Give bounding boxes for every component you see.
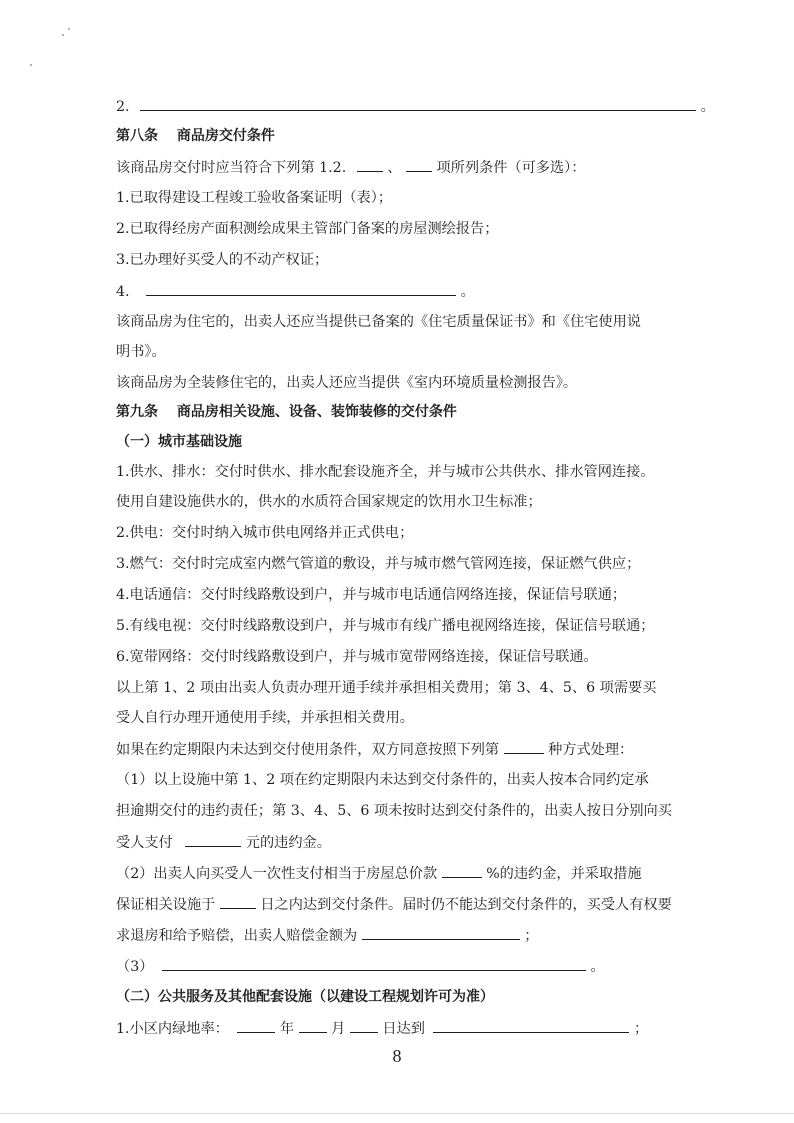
- scan-speck: [30, 64, 32, 66]
- option-3-label: （3）: [116, 959, 154, 975]
- scan-speck: [62, 34, 64, 36]
- scan-speck: [68, 28, 70, 30]
- condition-4-blank[interactable]: [146, 280, 456, 296]
- year-label: 年: [279, 1021, 295, 1037]
- day-blank[interactable]: [350, 1017, 378, 1033]
- penalty-percent-blank[interactable]: [442, 862, 482, 878]
- failure-clause: [116, 738, 714, 761]
- fee-note-line-2: 受人自行办理开通使用手续，并承担相关费用。: [116, 710, 414, 726]
- gas-item: 3.燃气：交付时完成室内燃气管道的敷设，并与城市燃气管网连接，保证燃气供应；: [116, 556, 641, 572]
- option-3-line: [116, 955, 714, 978]
- item-2-line: [116, 95, 714, 118]
- condition-4-end: 。: [460, 284, 475, 300]
- residential-note-line-2: 明书》。: [116, 344, 166, 360]
- article-9-heading: 第九条 商品房相关设施、设备、装饰装修的交付条件: [116, 404, 457, 420]
- condition-blank-2[interactable]: [406, 156, 432, 172]
- water-supply-line-1: 1.供水、排水：交付时供水、排水配套设施齐全，并与城市公共供水、排水管网连接。: [116, 464, 655, 480]
- broadband-item: 6.宽带网络：交付时线路敷设到户，并与城市宽带网络连接，保证信号联通。: [116, 649, 598, 665]
- option-1-line-3: [116, 831, 714, 854]
- option-2-line-2: [116, 893, 714, 916]
- water-supply-line-2: 使用自建设施供水的，供水的水质符合国家规定的饮用水卫生标准；: [116, 494, 542, 510]
- month-label: 月: [331, 1021, 346, 1037]
- option-2-text-b: %的违约金，并采取措施: [486, 866, 642, 882]
- option-1-text-a: 受人支付: [116, 835, 173, 851]
- intro-text-b: 项所列条件（可多选）：: [436, 160, 586, 176]
- option-1-line-2: 担逾期交付的违约责任；第 3、4、5、6 项未按时达到交付条件的，出卖人按日分别向买: [116, 803, 672, 819]
- option-2-text-d: 日之内达到交付条件。届时仍不能达到交付条件的，买受人有权要: [260, 897, 672, 913]
- section-2-heading: （二）公共服务及其他配套设施（以建设工程规划许可为准）: [116, 989, 494, 1005]
- option-1-line-1: （1）以上设施中第 1、2 项在约定期限内未达到交付条件的，出卖人按本合同约定承: [116, 772, 649, 788]
- condition-2: 2.已取得经房产面积测绘成果主管部门备案的房屋测绘报告；: [116, 221, 499, 237]
- option-1-text-b: 元的违约金。: [245, 835, 331, 851]
- scan-edge-line: [0, 1113, 794, 1114]
- intro-text-a: 该商品房交付时应当符合下列第 1.2.: [116, 160, 347, 176]
- page-number: 8: [392, 1046, 402, 1066]
- option-2-line-3: [116, 924, 714, 947]
- fee-note-line-1: 以上第 1、2 项由出卖人负责办理开通手续并承担相关费用；第 3、4、5、6 项需要买: [116, 680, 657, 696]
- option-2-line-1: [116, 862, 714, 885]
- option-2-text-e: 求退房和给予赔偿，出卖人赔偿金额为: [116, 928, 358, 944]
- option-2-end: ；: [524, 928, 539, 944]
- condition-3: 3.已办理好买受人的不动产权证；: [116, 252, 329, 268]
- day-label: 日达到: [382, 1021, 425, 1037]
- condition-4-number: 4.: [116, 284, 130, 300]
- daily-penalty-blank[interactable]: [185, 831, 241, 847]
- green-rate-line: [116, 1017, 714, 1040]
- green-rate-end: ；: [633, 1021, 649, 1037]
- failure-text-a: 如果在约定期限内未达到交付使用条件，双方同意按照下列第: [116, 742, 500, 758]
- condition-blank-1[interactable]: [357, 156, 383, 172]
- green-rate-blank[interactable]: [433, 1017, 629, 1033]
- option-3-end: 。: [590, 959, 605, 975]
- article-8-heading: 第八条 商品房交付条件: [116, 128, 275, 144]
- decorated-note: 该商品房为全装修住宅的，出卖人还应当提供《室内环境质量检测报告》。: [116, 375, 578, 391]
- method-blank[interactable]: [504, 738, 544, 754]
- year-blank[interactable]: [237, 1017, 275, 1033]
- item-2-end: 。: [700, 99, 715, 115]
- intro-separator: 、: [387, 160, 402, 176]
- option-2-text-c: 保证相关设施于: [116, 897, 216, 913]
- condition-1: 1.已取得建设工程竣工验收备案证明（表）；: [116, 190, 393, 206]
- option-3-blank[interactable]: [162, 955, 586, 971]
- failure-text-b: 种方式处理：: [548, 742, 634, 758]
- section-1-heading: （一）城市基础设施: [116, 434, 242, 450]
- cable-tv-item: 5.有线电视：交付时线路敷设到户，并与城市有线广播电视网络连接，保证信号联通；: [116, 618, 655, 634]
- residential-note-line-1: 该商品房为住宅的，出卖人还应当提供已备案的《住宅质量保证书》和《住宅使用说: [116, 314, 641, 330]
- option-2-text-a: （2）出卖人向买受人一次性支付相当于房屋总价款: [116, 866, 438, 882]
- item-2-blank[interactable]: [140, 95, 696, 111]
- electricity-item: 2.供电：交付时纳入城市供电网络并正式供电；: [116, 525, 414, 541]
- compensation-amount-blank[interactable]: [362, 924, 520, 940]
- condition-4: [116, 280, 714, 303]
- telephone-item: 4.电话通信：交付时线路敷设到户，并与城市电话通信网络连接，保证信号联通；: [116, 587, 627, 603]
- item-2-number: 2.: [116, 99, 130, 115]
- days-blank[interactable]: [220, 893, 256, 909]
- month-blank[interactable]: [299, 1017, 327, 1033]
- article-8-intro: [116, 156, 714, 179]
- green-rate-label: 1.小区内绿地率：: [116, 1021, 229, 1037]
